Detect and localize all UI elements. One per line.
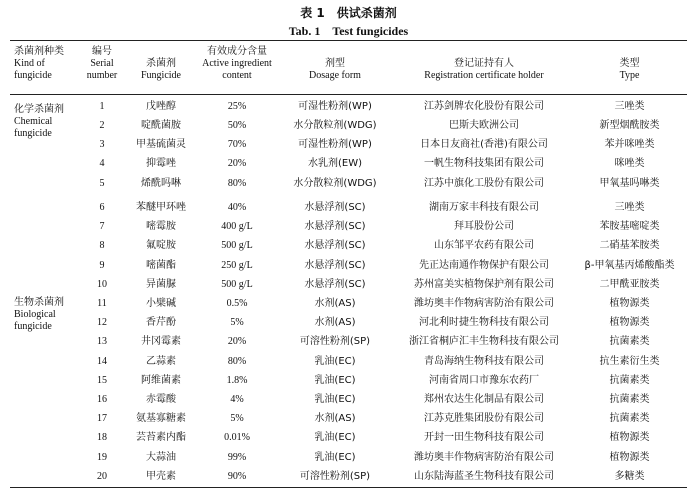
dosage-form: 水分散粒剂(WDG): [293, 120, 377, 131]
table-row: [0, 217, 697, 236]
active-content: 90%: [227, 471, 247, 482]
table-row: [0, 371, 697, 390]
fungicide-type: 抗菌素类: [609, 336, 650, 347]
dosage-form: 水乳剂(EW): [307, 158, 362, 169]
certificate-holder: 河北利时捷生物科技有限公司: [419, 317, 549, 328]
active-content: 20%: [227, 158, 247, 169]
table-row: [0, 467, 697, 486]
certificate-holder: 日本日友商社(香港)有限公司: [420, 139, 548, 150]
active-content: 1.8%: [226, 375, 248, 386]
group-biological: 生物杀菌剂 Biological fungicide: [14, 297, 64, 332]
fungicide-name: 异菌脲: [146, 279, 176, 290]
fungicide-type: β-甲氧基丙烯酸酯类: [584, 260, 675, 271]
header-rule: [10, 94, 687, 95]
fungicide-type: 苯并咪唑类: [604, 139, 655, 150]
serial-number: 18: [97, 432, 107, 443]
table-row: [0, 97, 697, 116]
fungicide-type: 甲氧基吗啉类: [599, 178, 660, 189]
fungicide-type: 抗菌素类: [609, 413, 650, 424]
fungicide-name: 氨基寡糖素: [136, 413, 186, 424]
serial-number: 3: [99, 139, 105, 150]
serial-number: 19: [97, 452, 107, 463]
active-content: 500 g/L: [221, 240, 253, 251]
serial-number: 16: [97, 394, 107, 405]
table-row: [0, 154, 697, 173]
dosage-form: 乳油(EC): [314, 452, 356, 463]
header-content: 有效成分含量 Active ingredient content: [202, 46, 272, 81]
active-content: 0.5%: [226, 298, 248, 309]
table-row: [0, 135, 697, 154]
active-content: 70%: [227, 139, 247, 150]
certificate-holder: 先正达南通作物保护有限公司: [419, 260, 549, 271]
fungicide-type: 三唑类: [614, 101, 645, 112]
active-content: 5%: [230, 317, 244, 328]
fungicide-name: 抑霉唑: [146, 158, 176, 169]
serial-number: 5: [99, 178, 105, 189]
fungicide-name: 啶酰菌胺: [141, 120, 181, 131]
table-caption-zh: 表 1 供试杀菌剂: [300, 6, 397, 20]
dosage-form: 水剂(AS): [314, 413, 356, 424]
fungicide-name: 赤霉酸: [146, 394, 176, 405]
fungicide-name: 烯酰吗啉: [141, 178, 181, 189]
table-row: [0, 332, 697, 351]
certificate-holder: 湖南万家丰科技有限公司: [429, 202, 539, 213]
certificate-holder: 河南省周口市豫东农药厂: [429, 375, 539, 386]
table-row: [0, 352, 697, 371]
serial-number: 20: [97, 471, 107, 482]
serial-number: 4: [99, 158, 105, 169]
certificate-holder: 郑州农达生化制品有限公司: [424, 394, 544, 405]
serial-number: 12: [97, 317, 107, 328]
fungicide-type: 植物源类: [609, 298, 650, 309]
active-content: 250 g/L: [221, 260, 253, 271]
fungicide-type: 二甲酰亚胺类: [599, 279, 660, 290]
header-kind: 杀菌剂种类 Kind of fungicide: [14, 46, 64, 81]
header-type: 类型 Type: [619, 58, 640, 81]
certificate-holder: 浙江省桐庐汇丰生物科技有限公司: [409, 336, 559, 347]
fungicide-name: 阿维菌素: [141, 375, 181, 386]
table-row: [0, 174, 697, 193]
active-content: 5%: [230, 413, 244, 424]
fungicide-type: 三唑类: [614, 202, 645, 213]
active-content: 25%: [227, 101, 247, 112]
fungicide-name: 甲基硫菌灵: [136, 139, 186, 150]
certificate-holder: 山东邹平农药有限公司: [434, 240, 534, 251]
certificate-holder: 潍坊奥丰作物病害防治有限公司: [414, 452, 554, 463]
header-fungicide: 杀菌剂 Fungicide: [141, 58, 181, 81]
fungicide-type: 咪唑类: [614, 158, 645, 169]
dosage-form: 乳油(EC): [314, 432, 356, 443]
serial-number: 2: [99, 120, 105, 131]
fungicide-name: 氟啶胺: [146, 240, 176, 251]
group-chemical: 化学杀菌剂 Chemical fungicide: [14, 104, 64, 139]
active-content: 4%: [230, 394, 244, 405]
certificate-holder: 巴斯夫欧洲公司: [449, 120, 519, 131]
fungicide-type: 植物源类: [609, 317, 650, 328]
fungicide-name: 小檗碱: [146, 298, 176, 309]
dosage-form: 水分散粒剂(WDG): [293, 178, 377, 189]
serial-number: 10: [97, 279, 107, 290]
dosage-form: 水悬浮剂(SC): [304, 221, 366, 232]
serial-number: 7: [99, 221, 105, 232]
certificate-holder: 山东陆海蓝圣生物科技有限公司: [414, 471, 554, 482]
fungicide-type: 苯胺基嘧啶类: [599, 221, 660, 232]
serial-number: 8: [99, 240, 105, 251]
serial-number: 9: [99, 260, 105, 271]
fungicide-type: 二硝基苯胺类: [599, 240, 660, 251]
active-content: 80%: [227, 178, 247, 189]
fungicide-name: 井冈霉素: [141, 336, 181, 347]
serial-number: 15: [97, 375, 107, 386]
certificate-holder: 江苏克胜集团股份有限公司: [424, 413, 544, 424]
dosage-form: 水悬浮剂(SC): [304, 260, 366, 271]
fungicide-name: 乙蒜素: [146, 356, 176, 367]
certificate-holder: 拜耳股份公司: [454, 221, 514, 232]
table-row: [0, 313, 697, 332]
active-content: 99%: [227, 452, 247, 463]
fungicide-name: 嘧霉胺: [146, 221, 176, 232]
dosage-form: 可溶性粉剂(SP): [299, 336, 371, 347]
fungicide-name: 芸苔素内酯: [136, 432, 186, 443]
header-form: 剂型 Dosage form: [309, 58, 361, 81]
fungicide-name: 嘧菌酯: [146, 260, 176, 271]
dosage-form: 可湿性粉剂(WP): [298, 101, 372, 112]
table-row: [0, 409, 697, 428]
certificate-holder: 一帆生物科技集团有限公司: [424, 158, 544, 169]
table-row: [0, 275, 697, 294]
serial-number: 17: [97, 413, 107, 424]
certificate-holder: 开封一田生物科技有限公司: [424, 432, 544, 443]
header-serial: 编号 Serial number: [86, 46, 118, 81]
bottom-rule: [10, 487, 687, 488]
serial-number: 6: [99, 202, 105, 213]
fungicide-type: 多糖类: [614, 471, 645, 482]
fungicide-type: 新型烟酰胺类: [599, 120, 660, 131]
active-content: 500 g/L: [221, 279, 253, 290]
certificate-holder: 江苏中旗化工股份有限公司: [424, 178, 544, 189]
dosage-form: 水剂(AS): [314, 317, 356, 328]
active-content: 50%: [227, 120, 247, 131]
active-content: 80%: [227, 356, 247, 367]
active-content: 0.01%: [224, 432, 250, 443]
fungicide-name: 戊唑醇: [146, 101, 176, 112]
certificate-holder: 江苏剑牌农化股份有限公司: [424, 101, 544, 112]
dosage-form: 水悬浮剂(SC): [304, 279, 366, 290]
fungicide-name: 大蒜油: [146, 452, 176, 463]
table-row: [0, 256, 697, 275]
fungicide-type: 抗生素衍生类: [599, 356, 660, 367]
serial-number: 1: [99, 101, 105, 112]
table-row: [0, 198, 697, 217]
dosage-form: 乳油(EC): [314, 394, 356, 405]
dosage-form: 乳油(EC): [314, 375, 356, 386]
active-content: 40%: [227, 202, 247, 213]
table-row: [0, 294, 697, 313]
dosage-form: 水悬浮剂(SC): [304, 240, 366, 251]
active-content: 20%: [227, 336, 247, 347]
certificate-holder: 潍坊奥丰作物病害防治有限公司: [414, 298, 554, 309]
serial-number: 14: [97, 356, 107, 367]
fungicide-type: 植物源类: [609, 452, 650, 463]
dosage-form: 可溶性粉剂(SP): [299, 471, 371, 482]
serial-number: 13: [97, 336, 107, 347]
fungicide-type: 抗菌素类: [609, 375, 650, 386]
table-row: [0, 236, 697, 255]
table-row: [0, 428, 697, 447]
fungicide-type: 植物源类: [609, 432, 650, 443]
top-rule: [10, 40, 687, 41]
fungicide-name: 甲壳素: [146, 471, 176, 482]
certificate-holder: 青岛海纳生物科技有限公司: [424, 356, 544, 367]
fungicide-type: 抗菌素类: [609, 394, 650, 405]
fungicide-name: 苯醚甲环唑: [136, 202, 186, 213]
table-caption-en: Tab. 1 Test fungicides: [288, 24, 409, 38]
dosage-form: 水剂(AS): [314, 298, 356, 309]
serial-number: 11: [97, 298, 107, 309]
dosage-form: 可湿性粉剂(WP): [298, 139, 372, 150]
header-holder: 登记证持有人 Registration certificate holder: [424, 58, 544, 81]
table-row: [0, 116, 697, 135]
dosage-form: 水悬浮剂(SC): [304, 202, 366, 213]
table-row: [0, 390, 697, 409]
active-content: 400 g/L: [221, 221, 253, 232]
table-row: [0, 448, 697, 467]
dosage-form: 乳油(EC): [314, 356, 356, 367]
certificate-holder: 苏州富美实植物保护剂有限公司: [414, 279, 554, 290]
fungicide-name: 香芹酚: [146, 317, 176, 328]
